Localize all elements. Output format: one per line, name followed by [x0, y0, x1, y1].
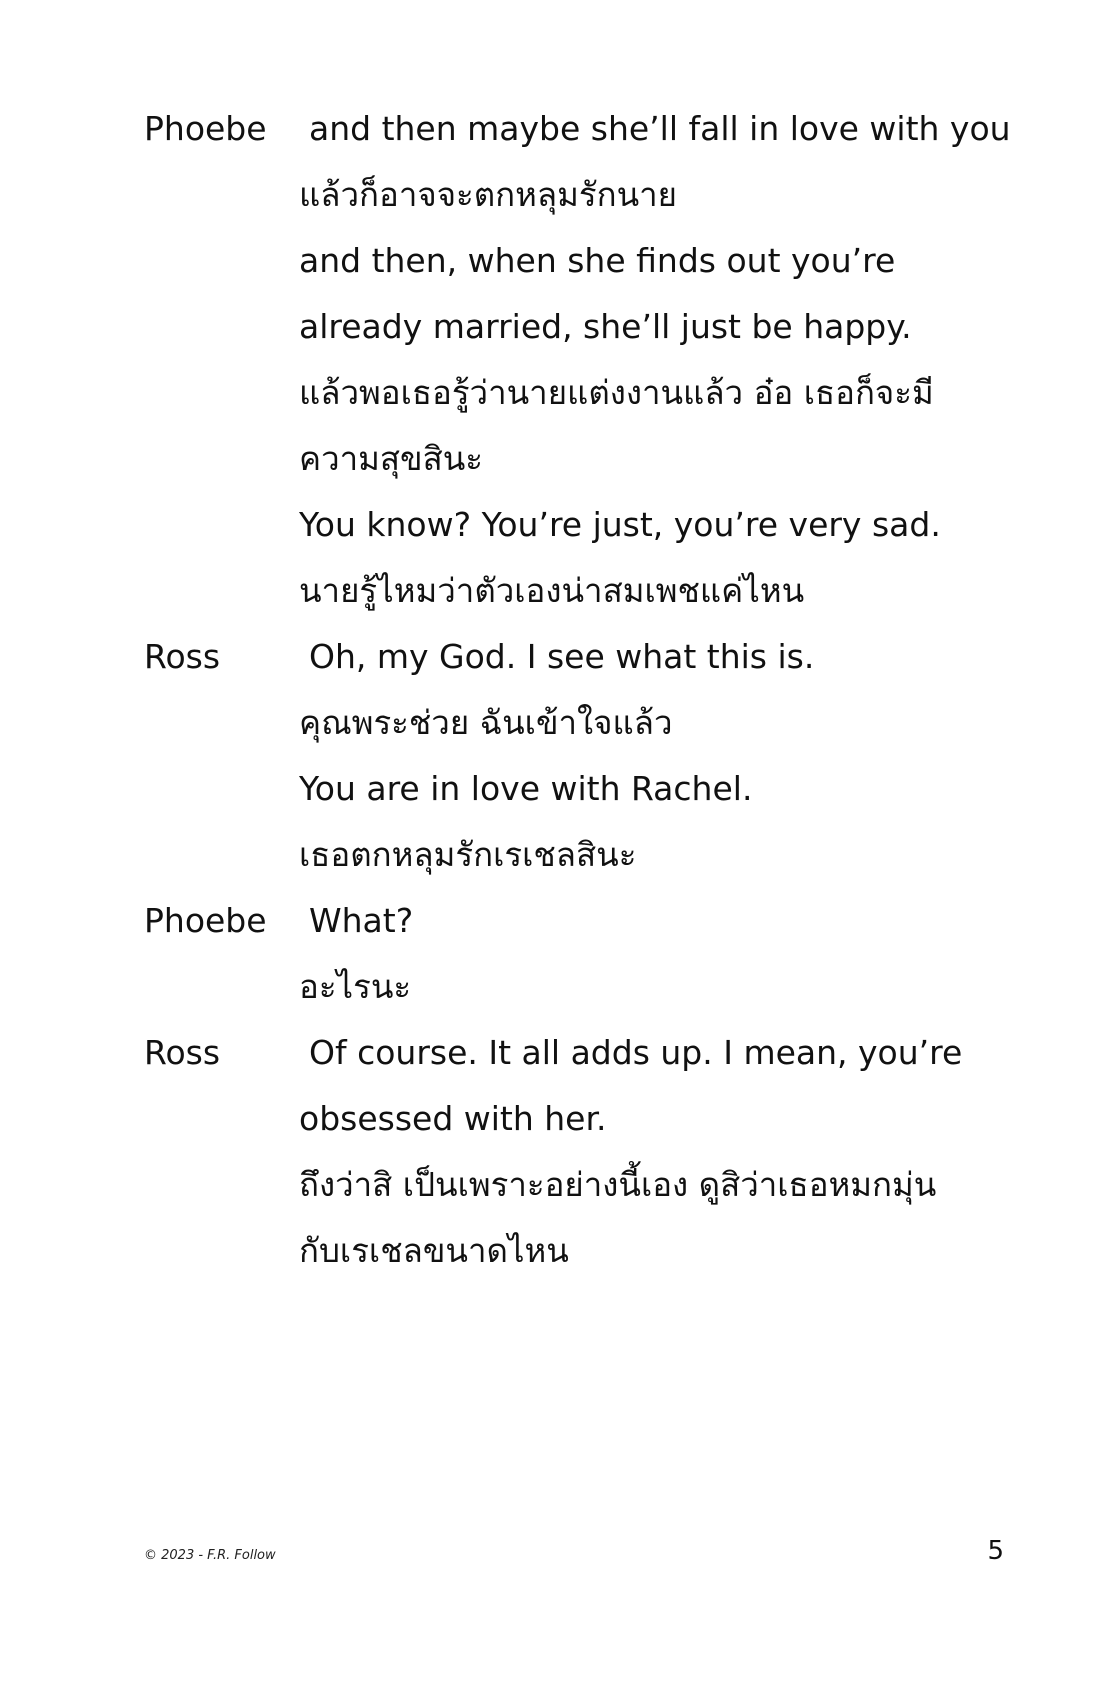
dialogue-text: แล้วก็อาจจะตกหลุมรักนาย	[299, 175, 678, 214]
dialogue-text: Oh, my God. I see what this is.	[309, 637, 815, 676]
dialogue-line	[144, 756, 1014, 822]
dialogue-text: and then, when she finds out you’re	[299, 241, 896, 280]
speaker-name: Ross	[144, 1033, 221, 1072]
dialogue-line	[144, 888, 1014, 954]
dialogue-text: ความสุขสินะ	[299, 439, 484, 478]
dialogue-line	[144, 558, 1014, 624]
dialogue-line	[144, 1086, 1014, 1152]
dialogue-block	[144, 96, 1014, 624]
dialogue-block	[144, 1020, 1014, 1284]
dialogue-text: กับเรเชลขนาดไหน	[299, 1231, 569, 1270]
speaker-name: Ross	[144, 637, 221, 676]
dialogue-line	[144, 690, 1014, 756]
dialogue-text: You know? You’re just, you’re very sad.	[299, 505, 941, 544]
speaker-name: Phoebe	[144, 901, 267, 940]
dialogue-line	[144, 360, 1014, 426]
speaker-name: Phoebe	[144, 109, 267, 148]
dialogue-line	[144, 162, 1014, 228]
dialogue-text: already married, she’ll just be happy.	[299, 307, 912, 346]
dialogue-text: What?	[309, 901, 414, 940]
dialogue-script	[144, 96, 1014, 1284]
dialogue-text: obsessed with her.	[299, 1099, 607, 1138]
dialogue-line	[144, 1152, 1014, 1218]
dialogue-line	[144, 426, 1014, 492]
dialogue-text: and then maybe she’ll fall in love with you	[309, 109, 1011, 148]
dialogue-line	[144, 228, 1014, 294]
dialogue-text: แล้วพอเธอรู้ว่านายแต่งงานแล้ว อ๋อ เธอก็จะมี	[299, 373, 934, 412]
dialogue-text: Of course. It all adds up. I mean, you’re	[309, 1033, 963, 1072]
page-number: 5	[987, 1536, 1004, 1566]
dialogue-text: อะไรนะ	[299, 967, 412, 1006]
dialogue-line	[144, 492, 1014, 558]
copyright-footer: © 2023 - F.R. Follow	[144, 1548, 276, 1563]
dialogue-line	[144, 954, 1014, 1020]
dialogue-line	[144, 624, 1014, 690]
dialogue-line	[144, 96, 1014, 162]
dialogue-block	[144, 888, 1014, 1020]
dialogue-text: คุณพระช่วย ฉันเข้าใจแล้ว	[299, 703, 673, 742]
dialogue-line	[144, 1218, 1014, 1284]
dialogue-text: You are in love with Rachel.	[299, 769, 753, 808]
dialogue-line	[144, 294, 1014, 360]
dialogue-block	[144, 624, 1014, 888]
dialogue-text: ถึงว่าสิ เป็นเพราะอย่างนี้เอง ดูสิว่าเธอหมกมุ่น	[299, 1165, 937, 1204]
dialogue-line	[144, 822, 1014, 888]
dialogue-text: เธอตกหลุมรักเรเชลสินะ	[299, 835, 637, 874]
dialogue-line	[144, 1020, 1014, 1086]
dialogue-text: นายรู้ไหมว่าตัวเองน่าสมเพชแค่ไหน	[299, 571, 805, 610]
